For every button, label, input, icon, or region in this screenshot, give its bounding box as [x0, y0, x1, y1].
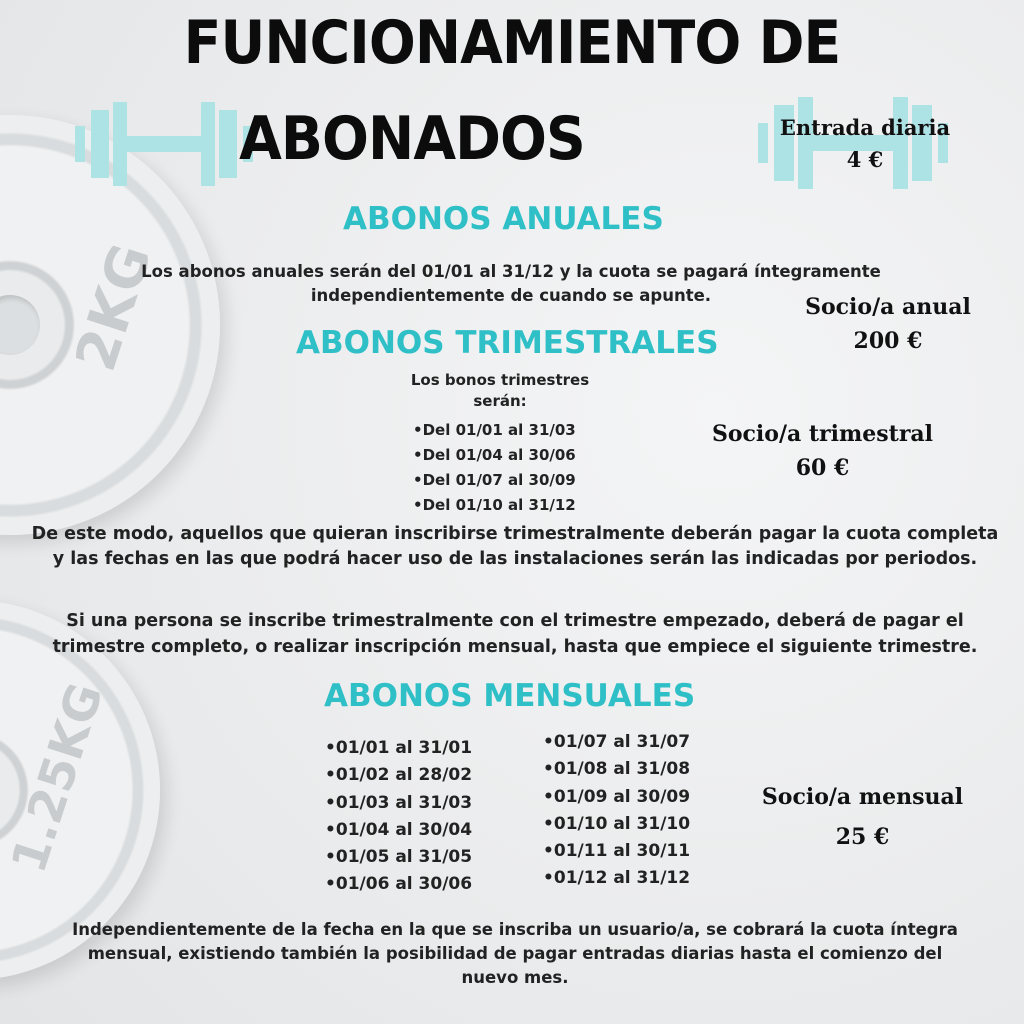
entrada-diaria-price — [765, 112, 965, 176]
price-amount: 4 € — [846, 147, 884, 172]
list-item: • 01/02 al 28/02 — [325, 762, 472, 789]
section-heading-anuales: ABONOS ANUALES — [343, 201, 664, 237]
trimestrales-periods-list — [413, 418, 576, 518]
section-heading-trimestrales: ABONOS TRIMESTRALES — [296, 325, 719, 361]
list-item: • Del 01/07 al 30/09 — [413, 468, 576, 493]
trimestrales-description: De este modo, aquellos que quieran inscribirse trimestralmente deberán pagar la cuota completa y las fechas en las que podrá hacer uso de las instalaciones serán las indicadas por periodos. — [31, 524, 999, 569]
socio-anual-price — [788, 290, 988, 358]
trimestrales-note: Si una persona se inscribe trimestralmente con el trimestre empezado, deberá de pagar el trimestre completo, o realizar inscripción mensual, hasta que empiece el siguiente trimestre. — [52, 611, 978, 657]
socio-trimestral-price — [690, 417, 955, 485]
price-amount: 200 € — [853, 328, 923, 354]
list-item: • 01/08 al 31/08 — [543, 756, 690, 783]
price-label: Entrada diaria — [779, 115, 951, 140]
price-label: Socio/a trimestral — [711, 421, 934, 447]
list-item: • 01/09 al 30/09 — [543, 784, 690, 811]
plate-hole — [0, 295, 40, 355]
socio-mensual-price — [745, 777, 980, 857]
price-amount: 25 € — [835, 824, 890, 850]
list-item: • 01/12 al 31/12 — [543, 865, 690, 892]
list-item: • Del 01/04 al 30/06 — [413, 443, 576, 468]
plate-label: 1.25KG — [0, 676, 115, 880]
trimestrales-intro: Los bonos trimestres serán: — [410, 371, 590, 410]
plate-label: 2KG — [63, 236, 165, 379]
mensuales-periods-list-2 — [543, 729, 690, 893]
list-item: • 01/10 al 31/10 — [543, 811, 690, 838]
list-item: • 01/06 al 30/06 — [325, 871, 472, 898]
mensuales-periods-list-1 — [325, 735, 472, 899]
price-label: Socio/a mensual — [761, 784, 964, 810]
list-item: • 01/01 al 31/01 — [325, 735, 472, 762]
mensuales-description: Independientemente de la fecha en la que se inscriba un usuario/a, se cobrará la cuota íntegra mensual, existiendo también la posibilidad de pagar entradas diarias hasta el comienzo del nuevo mes. — [72, 920, 958, 987]
section-heading-mensuales: ABONOS MENSUALES — [324, 678, 696, 714]
price-amount: 60 € — [795, 455, 850, 481]
anuales-description: Los abonos anuales serán del 01/01 al 31/12 y la cuota se pagará íntegramente independientemente de cuando se apunte. — [141, 262, 881, 305]
price-label: Socio/a anual — [805, 294, 971, 320]
list-item: • 01/04 al 30/04 — [325, 817, 472, 844]
page-title-line2: ABONADOS — [239, 104, 585, 174]
list-item: • 01/03 al 31/03 — [325, 790, 472, 817]
list-item: • 01/05 al 31/05 — [325, 844, 472, 871]
list-item: • 01/07 al 31/07 — [543, 729, 690, 756]
list-item: • 01/11 al 30/11 — [543, 838, 690, 865]
list-item: • Del 01/10 al 31/12 — [413, 493, 576, 518]
list-item: • Del 01/01 al 31/03 — [413, 418, 576, 443]
page-title-line1: FUNCIONAMIENTO DE — [183, 8, 841, 78]
